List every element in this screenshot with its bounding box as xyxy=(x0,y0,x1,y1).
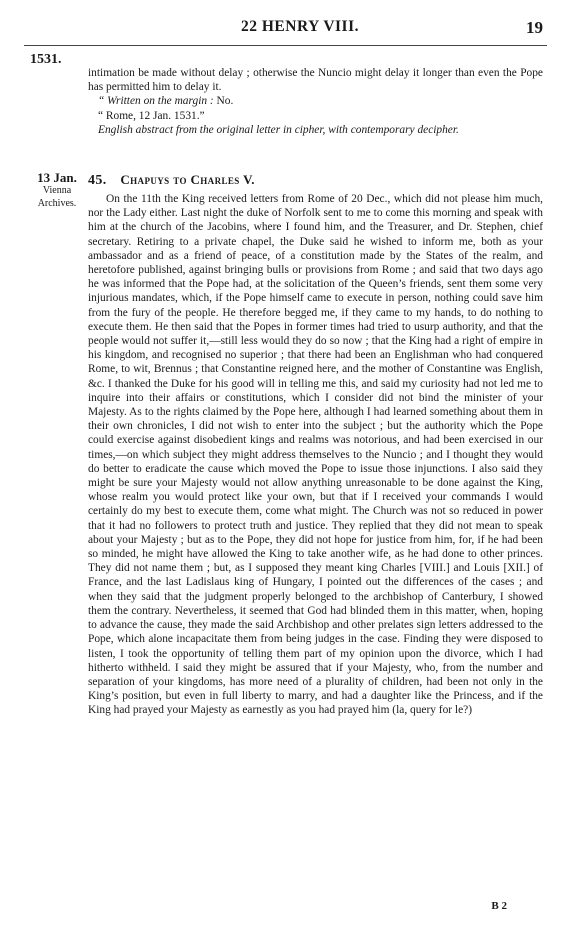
running-title: 22 HENRY VIII. xyxy=(241,18,359,35)
header-rule xyxy=(24,45,547,46)
entry-number: 45. xyxy=(88,173,107,188)
page-number: 19 xyxy=(526,18,543,37)
margin-note-value: No. xyxy=(213,95,234,108)
running-head xyxy=(0,18,567,42)
previous-entry-block xyxy=(88,66,543,137)
previous-entry-text: intimation be made without delay ; otherwise the Nuncio might delay it longer than even the Pope has permitted him to delay it. xyxy=(88,67,543,94)
entry-heading xyxy=(88,172,543,189)
entry-archive: Vienna Archives. xyxy=(37,185,77,209)
margin-year: 1531. xyxy=(30,52,62,67)
signature-mark: B 2 xyxy=(491,900,507,912)
entry-date: 13 Jan. xyxy=(37,170,77,185)
previous-entry-dateline: “ Rome, 12 Jan. 1531.” xyxy=(98,109,205,122)
abstract-note: English abstract from the original letter in cipher, with contemporary decipher. xyxy=(98,123,459,136)
entry-margin xyxy=(34,171,80,210)
entry-body-paragraph: On the 11th the King received letters from Rome of 20 Dec., which did not please him much, nor the Lady either. Last night the duke of Norfolk sent to me to come this morning and speak with him at the church of the Jacobins, where I found him, and the Treasurer, and Dr. Stephen, chief secretary. Retiring to a private chapel, the Duke said he wished to inform me, both as your ambassador and as a friend of peace, of a constitution made by the States of the realm, and heretofore published, against bringing bulls or provisions from Rome ; and said that two days ago he was informed that the Pope had, at the solicitation of the Queen’s friends, sent them some very injurious mandates, which, if the Pope himself came to execute in person, nothing could save him from the fury of the people. He therefore begged me, if they came to my hands, to do nothing to execute them. He then said that the Popes in former times had tried to usurp authority, and that the people would not suffer it,—still less would they do so now ; that the King had a right of empire in his kingdom, and recognised no superior ; that there had been an Englishman who had conquered Rome, to wit, Brennus ; that Constantine reigned here, and the mother of Constantine was English, &c. I thanked the Duke for his good will in telling me this, and said my curiosity had not led me to inquire into their affairs or constitutions, which I consider did not bind the minister of your Majesty. As to the rights claimed by the Pope here, although I had learned something about them in their own chronicles, I did not wish to enter into the subject ; but the authority which the Pope could exercise against disobedient kings and realms was notorious, and had been exercised in our times,—on which subject they might address themselves to the Nuncio ; and I thought they would do better to eradicate the cause which moved the Pope to issue those injunctions. I also said they might be sure your Majesty would not allow anything unreasonable to be done against the King, whose realm you would protect like your own, but that if I received your commands I would certainly do my best to execute them, come what might. The Church was not so reduced in power that it had no followers to protect truth and justice. They replied that they did not mean to speak about your Majesty ; but as to the Pope, they did not hope for justice from him, for, if he had been so minded, he might have allowed the King to take another wife, as he had done to other princes. They did not name them ; but, as I supposed they meant king Charles [VIII.] and Louis [XII.] of France, and the last Ladislaus king of Hungary, I pointed out the differences of the cases ; and when they said that the judgment properly belonged to the archbishop of Canterbury, I showed them the contrary. Nevertheless, it seemed that God had blinded them in this matter, when, hoping to advance the cause, they made the said Archbishop and other prelates sign letters addressed to the Pope, which alone incapacitate them from being judges in the case. Finding they were disposed to listen, I took the opportunity of telling them part of my opinion upon the divorce, which I had hitherto withheld. I said they might be assured that if your Majesty, who, from the number and separation of your kingdoms, has more need of a plurality of children, had been not only in the King’s position, but even in full liberty to marry, and had a daughter like the Princess, and if the King had prayed your Majesty as earnestly as you had prayed him (la, query for le?) xyxy=(88,193,543,717)
entry-title: Chapuys to Charles V. xyxy=(120,172,255,187)
margin-note-label: “ Written on the margin : xyxy=(98,95,214,108)
margin-note-line xyxy=(88,94,543,108)
entry-body xyxy=(88,192,543,898)
